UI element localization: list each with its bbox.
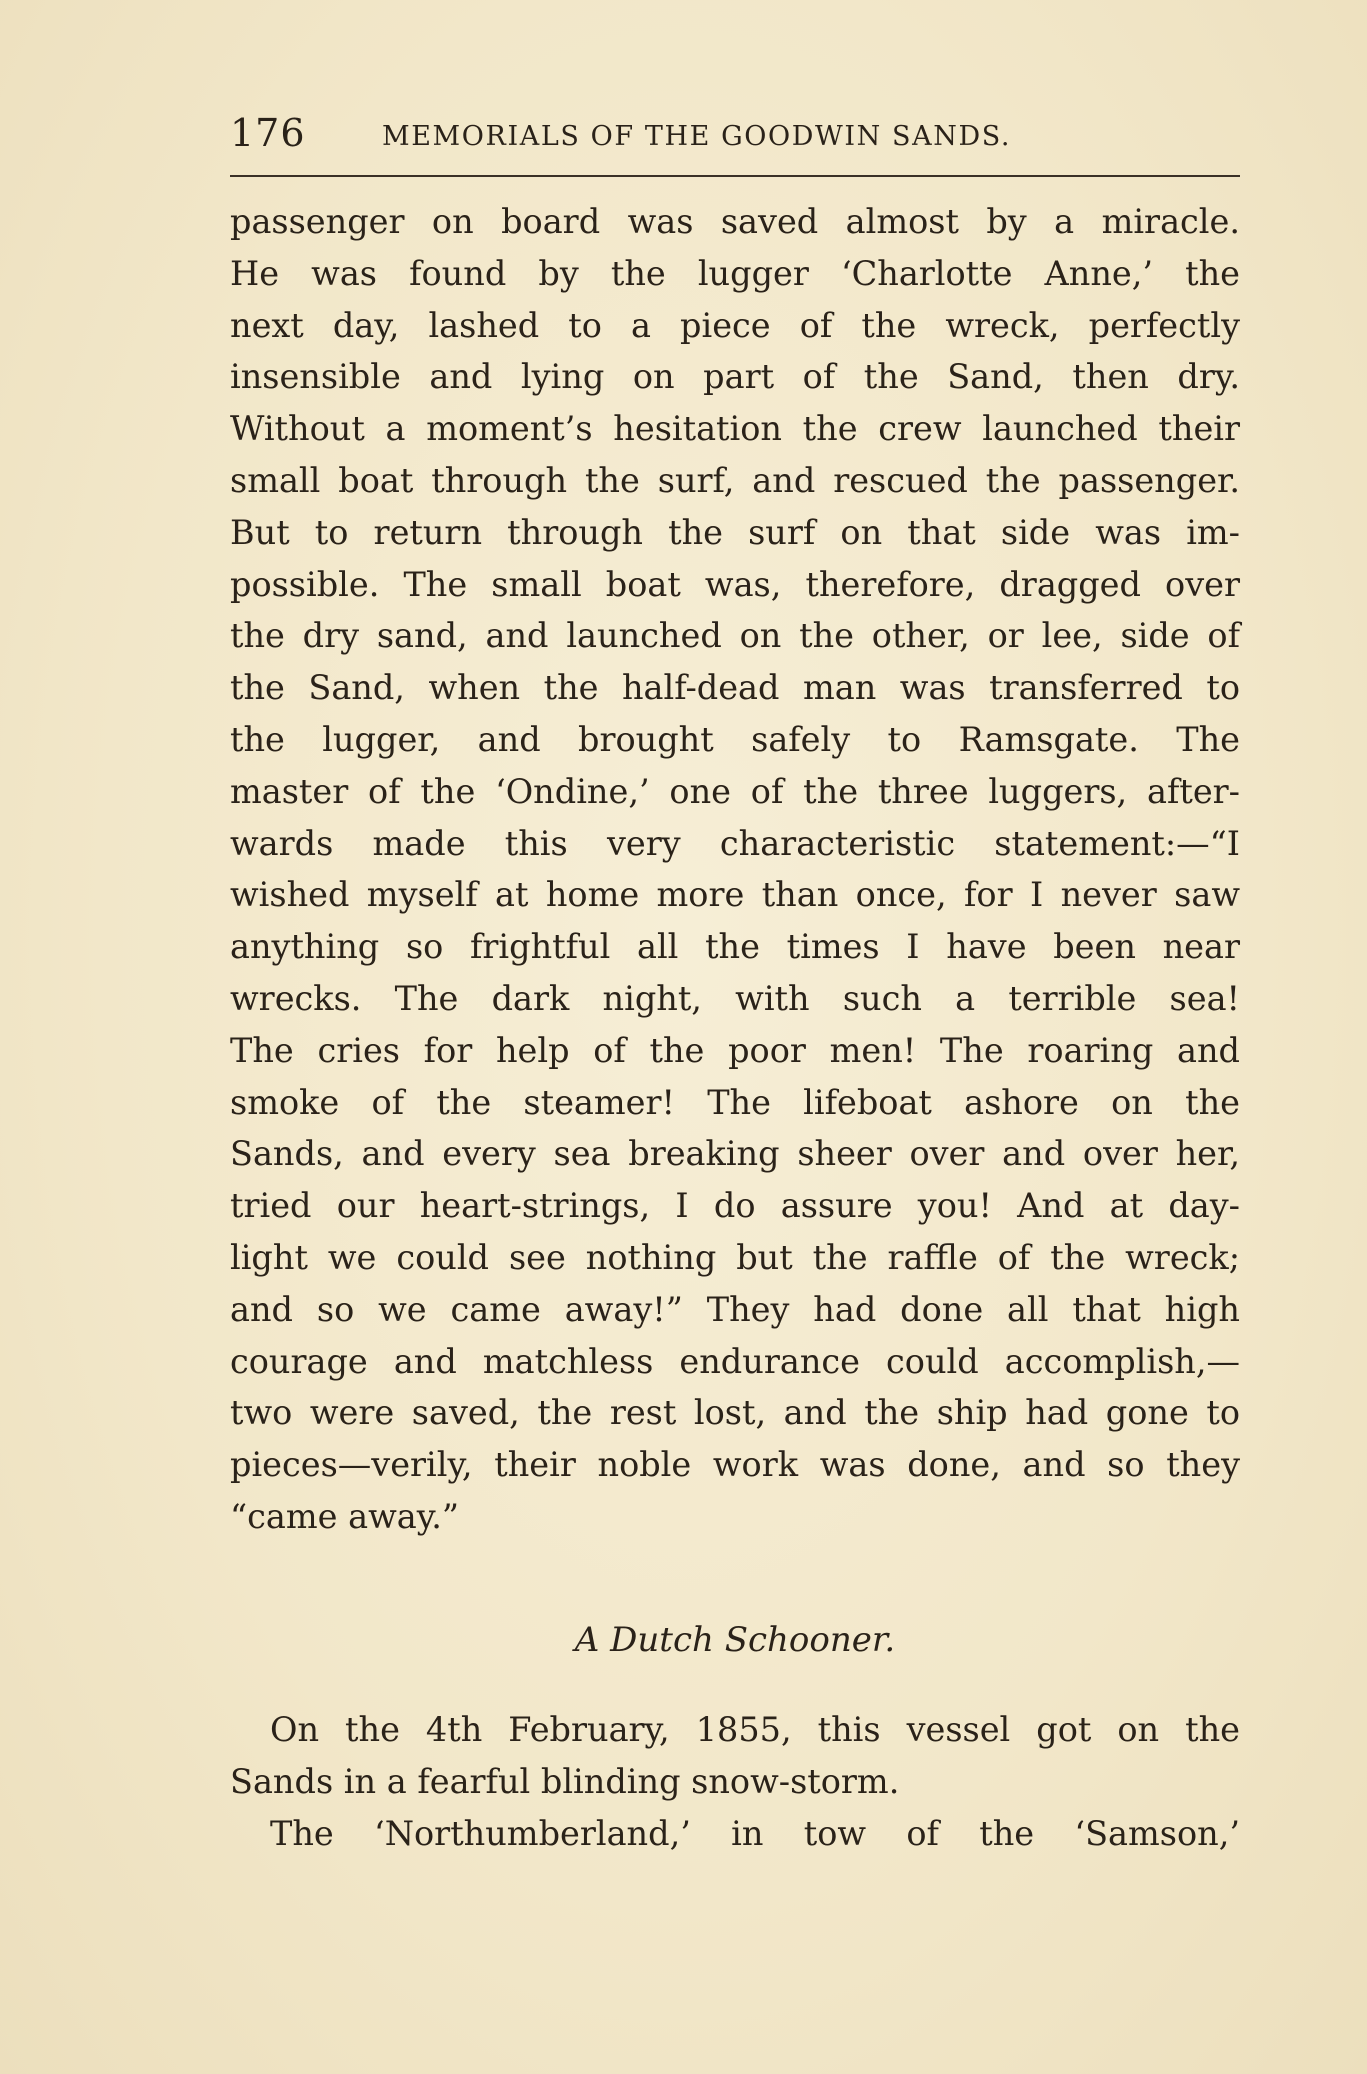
text-line: Without a moment’s hesitation the crew launched their (230, 409, 1240, 449)
text-line: courage and matchless endurance could accomplish,— (230, 1341, 1240, 1381)
text-line: master of the ‘Ondine,’ one of the three luggers, after- (230, 771, 1240, 811)
text-line: The cries for help of the poor men! The roaring and (230, 1030, 1240, 1070)
text-line: wrecks. The dark night, with such a terrible sea! (230, 978, 1240, 1018)
paragraph-1 (230, 196, 1240, 1543)
text-line: possible. The small boat was, therefore, dragged over (230, 564, 1240, 604)
text-line: the lugger, and brought safely to Ramsgate. The (230, 719, 1240, 759)
text-line: the dry sand, and launched on the other, or lee, side of (230, 616, 1240, 656)
text-line: smoke of the steamer! The lifeboat ashore on the (230, 1082, 1240, 1122)
header-rule (230, 175, 1240, 177)
text-line: He was found by the lugger ‘Charlotte Anne,’ the (230, 253, 1240, 293)
text-line: Sands, and every sea breaking sheer over and over her, (230, 1134, 1240, 1174)
text-line: On the 4th February, 1855, this vessel got on the (270, 1710, 1240, 1749)
section-heading: A Dutch Schooner. (574, 1620, 896, 1660)
running-title: MEMORIALS OF THE GOODWIN SANDS. (382, 121, 1012, 152)
text-line: insensible and lying on part of the Sand, then dry. (230, 357, 1240, 397)
text-line: Sands in a fearful blinding snow-storm. (230, 1761, 900, 1801)
text-line: passenger on board was saved almost by a miracle. (230, 202, 1240, 241)
text-line: wards made this very characteristic statement:—“I (230, 823, 1240, 863)
paragraph-2 (230, 1704, 1240, 1859)
text-line: The ‘Northumberland,’ in tow of the ‘Samson,’ (270, 1813, 1240, 1853)
text-line: But to return through the surf on that side was im- (230, 512, 1240, 552)
text-line: light we could see nothing but the raffle of the wreck; (230, 1237, 1240, 1277)
page-header (230, 108, 1240, 158)
text-line: anything so frightful all the times I have been near (230, 927, 1240, 967)
page-number: 176 (230, 111, 306, 155)
text-line: small boat through the surf, and rescued the passenger. (230, 460, 1240, 500)
text-line: two were saved, the rest lost, and the ship had gone to (230, 1393, 1240, 1433)
text-line: wished myself at home more than once, for I never saw (230, 875, 1240, 915)
text-line: and so we came away!” They had done all that high (230, 1289, 1240, 1329)
text-line: the Sand, when the half-dead man was transferred to (230, 668, 1240, 708)
text-line: next day, lashed to a piece of the wreck, perfectly (230, 305, 1240, 345)
text-line: tried our heart-strings, I do assure you! And at day- (230, 1186, 1240, 1226)
text-line: “came away.” (230, 1496, 459, 1536)
text-line: pieces—verily, their noble work was done, and so they (230, 1445, 1240, 1485)
